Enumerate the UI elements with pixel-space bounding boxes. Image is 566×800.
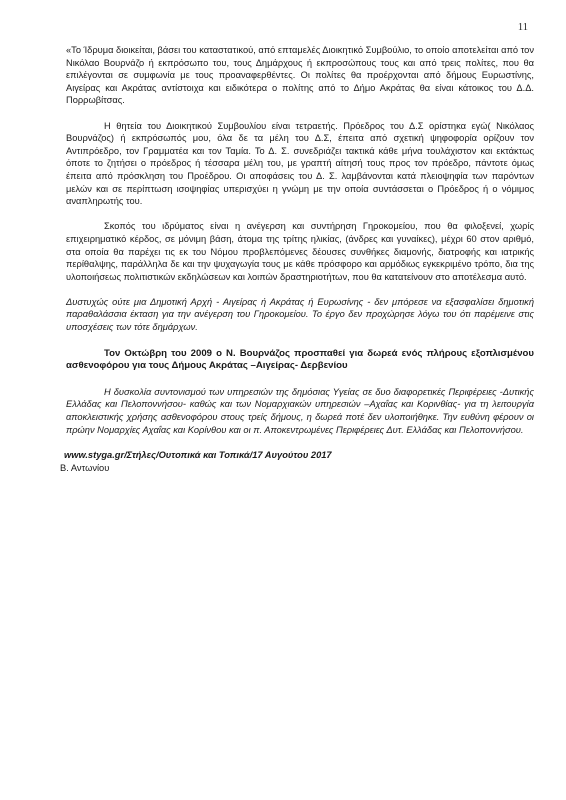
page-number: 11 <box>517 22 528 33</box>
paragraph-board-term: Η θητεία του Διοικητικού Συμβουλίου είναι τετραετής. Πρόεδρος του Δ.Σ ορίστηκα εγώ( Νικόλαος Βουρνάζος) ή εκπρόσωπός μου, όλα δε τα μέλη του Δ.Σ, έπειτα από σχετική ψηφοφορία ορίζουν τον Αντιπρόεδρο, τον Γραμματέα και τον Ταμία. Το Δ. Σ. συνεδριάζει τακτικά κάθε μήνα τουλάχιστον και εκτάκτως όποτε το ζητήσει ο πρόεδρος ή τέσσαρα μέλη του, με γραπτή αίτησή τους προς τον πρόεδρο, πάντοτε όμως έπειτα από πρόσκληση του Προέδρου. Οι αποφάσεις του Δ. Σ. λαμβάνονται κατά πλειοψηφία των παρόντων μελών και σε περίπτωση ισοψηφίας υπερισχύει η γνώμη με την οποία συντάσσεται ο Πρόεδρος ή ο νόμιμος αναπληρωτής του. <box>66 120 534 207</box>
paragraph-ambulance-difficulty: Η δυσκολία συντονισμού των υπηρεσιών της δημόσιας Υγείας σε δυο διαφορετικές Περιφέρειες -Δυτικής Ελλάδας και Πελοποννήσου- καθώς και των Νομαρχιακών υπηρεσιών –Αχαΐας και Κορινθίας- για τη λειτουργία αποκλειστικής χρήσης ασθενοφόρου στους τρείς δήμους, η δωρεά ποτέ δεν υλοποιήθηκε. Την ευθύνη φέρουν οι πρώην Νομαρχίες Αχαΐας και Κορίνθου και οι π. Αποκεντρωμένες Περιφέρειες Δυτ. Ελλάδας και Πελοποννήσου. <box>66 386 534 435</box>
article-body <box>60 44 534 474</box>
source-block <box>60 449 532 474</box>
paragraph-foundation-purpose: Σκοπός του ιδρύματος είναι η ανέγερση και συντήρηση Γηροκομείου, που θα φιλοξενεί, χωρίς επιχειρηματικό κέρδος, σε μόνιμη βάση, άτομα της τρίτης ηλικίας, (άνδρες και γυναίκες), μέχρι 60 στον αριθμό, στα οποία θα παρέχει τις εκ του Νόμου προβλεπόμενες δέουσες συνθήκες διαμονής, διατροφής και ιατρικής περίθαλψης, παράλληλα δε και την ψυχαγωγία τους με κάθε πρόσφορο και αρμόδιως εγκεκριμένο τρόπο, δια της υλοποιήσεως πολιτιστικών εκδηλώσεων και λοιπών δραστηριοτήτων, που θα κατατείνουν στο αποτέλεσμα αυτό. <box>66 221 534 282</box>
paragraph-board-composition: «Το Ίδρυμα διοικείται, βάσει του καταστατικού, από επταμελές Διοικητικό Συμβούλιο, το οποίο αποτελείται από τον Νικόλαο Βουρνάζο ή εκπρόσωπο του, τους Δημάρχους ή εκπροσώπους τους και από τρεις πολίτες, που θα επιλέγονται σε συμφωνία με τους προαναφερθέντες. Οι πολίτες θα προέρχονται από δήμους Ευρωστίνης, Αιγείρας και Ακράτας αντίστοιχα και ειδικότερα ο πολίτης από το Δήμο Ακράτας θα είναι κάτοικος του Δ.Δ. Πορρωβίτσας. <box>66 45 534 106</box>
paragraph-municipal-failure: Δυστυχώς ούτε μια Δημοτική Αρχή - Αιγείρας ή Ακράτας ή Ευρωσίνης - δεν μπόρεσε να εξασφαλίσει δημοτική παραθαλάσσια έκταση για την ανέγερση του Γηροκομείου. Το έργο δεν προχώρησε λόγω του ότι παρέμεινε στις υποσχέσεις των τότε δημάρχων. <box>66 296 534 333</box>
section-heading-ambulance: Τον Οκτώβρη του 2009 ο Ν. Βουρνάζος προσπαθεί για δωρεά ενός πλήρους εξοπλισμένου ασθενοφόρου για τους Δήμους Ακράτας –Αιγείρας- Δερβενίου <box>66 347 534 372</box>
source-link[interactable]: www.styga.gr/Στήλες/Ουτοπικά και Τοπικά/17 Αυγούτου 2017 <box>64 450 332 461</box>
author-name: Β. Αντωνίου <box>60 462 110 473</box>
